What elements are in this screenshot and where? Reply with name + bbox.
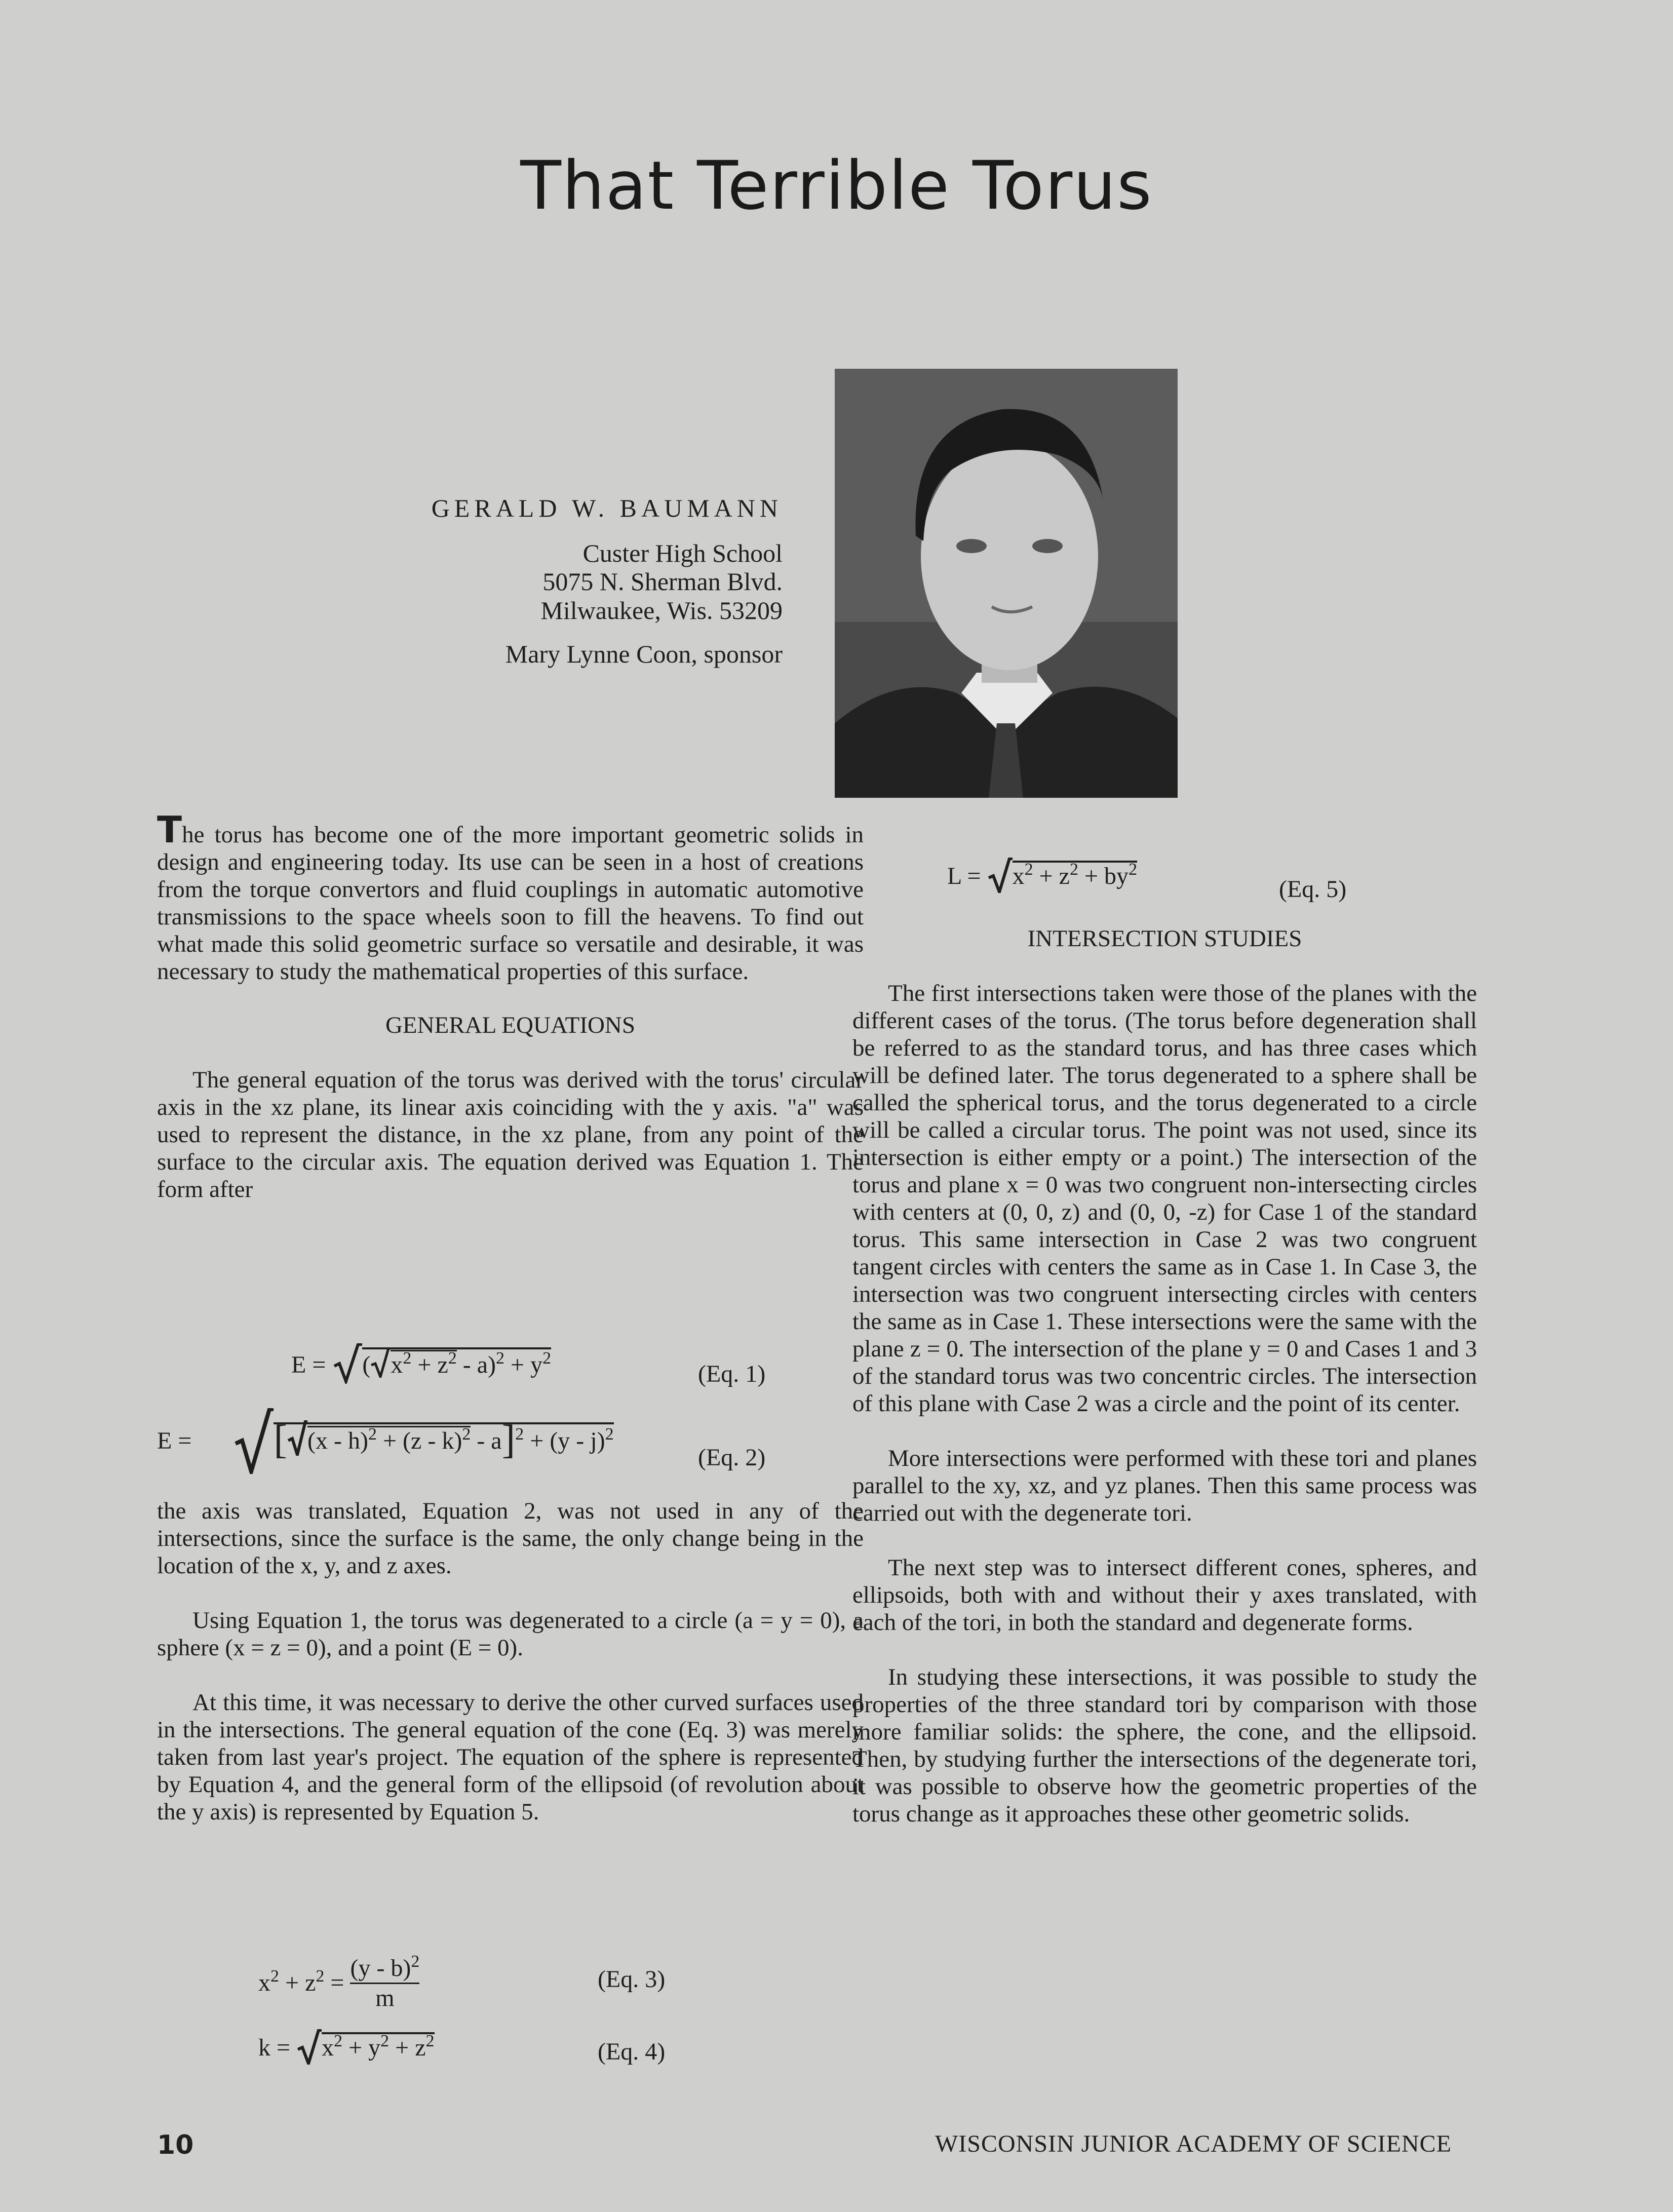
journal-footer: WISCONSIN JUNIOR ACADEMY OF SCIENCE (935, 2130, 1452, 2157)
author-sponsor: Mary Lynne Coon, sponsor (505, 640, 783, 668)
eq3-label: (Eq. 3) (598, 1966, 666, 1993)
equation-4: $k = x^2 + y^2 + z^2$ (258, 2029, 435, 2065)
paragraph-general-3: Using Equation 1, the torus was degenerated to a circle (a = y = 0), a sphere (x = z = 0), and a point (E = 0). (157, 1607, 864, 1661)
equation-5: $L = x^2 + z^2 + by^2$ (947, 858, 1137, 893)
author-city: Milwaukee, Wis. 53209 (540, 596, 783, 625)
paragraph-intersection-3: The next step was to intersect different cones, spheres, and ellipsoids, both with and without their y axes translated, with each of the tori, in both the standard and degenerate forms. (852, 1555, 1477, 1636)
eq4-label: (Eq. 4) (598, 2038, 666, 2065)
intro-paragraph: The torus has become one of the more important geometric solids in design and engineering today. Its use can be seen in a host of creations from the torque convertors and fluid couplings in automatic automotive transmissions to the space wheels soon to fill the heavens. To find out what made this solid geometric surface so versatile and desirable, it was necessary to study the mathematical properties of this surface. (157, 808, 864, 985)
eq1-label: (Eq. 1) (698, 1361, 766, 1387)
section-heading-general: GENERAL EQUATIONS (385, 1012, 636, 1038)
paragraph-intersection-1: The first intersections taken were those of the planes with the different cases of the torus. (The torus before degeneration shall be referred to as the standard torus, and has three cases which will be defined later. The torus degenerated to a sphere shall be called the spherical torus, and the torus degenerated to a circle will be called a circular torus. The point was not used, since its intersection is either empty or a point.) The intersection of the torus and plane x = 0 was two congruent non-intersecting circles with centers at (0, 0, z) and (0, 0, -z) for Case 1 of the standard torus. This same intersection in Case 2 was two congruent tangent circles with centers the same as in Case 1. In Case 3, the intersection was two congruent intersecting circles with centers the same as in Case 1. These intersections were the same with the plane z = 0. The intersection of the plane y = 0 and Cases 1 and 3 of the standard torus was two concentric circles. The intersection of this plane with Case 2 was a circle and the point of its center. (852, 980, 1477, 1417)
author-school: Custer High School (582, 538, 783, 567)
equation-2: E = [ (x - h)$^2$ + (z - k)$^2$ - a]$^2$ + (y - j)$^2$ (157, 1408, 614, 1474)
left-column-lower (157, 1497, 864, 1826)
paragraph-intersection-2: More intersections were performed with these tori and planes parallel to the xy, xz, and yz planes. Then this same process was carried out with the degenerate tori. (852, 1445, 1477, 1526)
page-number: 10 (157, 2130, 194, 2160)
eq5-label: (Eq. 5) (1279, 876, 1347, 903)
author-block (432, 494, 783, 669)
author-portrait (835, 369, 1178, 798)
equation-1: E = ( $x^2 + z^2 - a)^2 + y^2$ (291, 1343, 551, 1384)
paragraph-general-2: the axis was translated, Equation 2, was not used in any of the intersections, since the surface is the same, the only change being in the location of the x, y, and z axes. (157, 1498, 864, 1579)
section-heading-intersection: INTERSECTION STUDIES (1027, 925, 1302, 952)
paragraph-general-4: At this time, it was necessary to derive the other curved surfaces used in the intersections. The general equation of the cone (Eq. 3) was merely taken from last year's project. The equation of the sphere is represented by Equation 4, and the general form of the ellipsoid (of revolution about the y axis) is represented by Equation 5. (157, 1689, 864, 1825)
eq2-label: (Eq. 2) (698, 1444, 766, 1471)
left-column-intro (157, 808, 864, 1203)
paragraph-intersection-4: In studying these intersections, it was possible to study the properties of the three standard tori by comparison with those more familiar solids: the sphere, the cone, and the ellipsoid. Then, by studying further the intersections of the degenerate tori, it was possible to observe how the geometric properties of the torus change as it approaches these other geometric solids. (852, 1664, 1477, 1827)
drop-cap: T (157, 808, 182, 851)
author-street: 5075 N. Sherman Blvd. (542, 567, 783, 596)
article-title: That Terrible Torus (520, 147, 1153, 225)
paragraph-general-1: The general equation of the torus was derived with the torus' circular axis in the xz plane, its linear axis coinciding with the y axis. "a" was used to represent the distance, in the xz plane, from any point of the surface to the circular axis. The equation derived was Equation 1. The form after (157, 1067, 864, 1202)
equation-3: $x^2 + z^2$ = $\frac{(y - b)^2}{m}$ (258, 1952, 420, 2011)
right-column (852, 925, 1477, 1828)
author-name: GERALD W. BAUMANN (431, 494, 783, 522)
